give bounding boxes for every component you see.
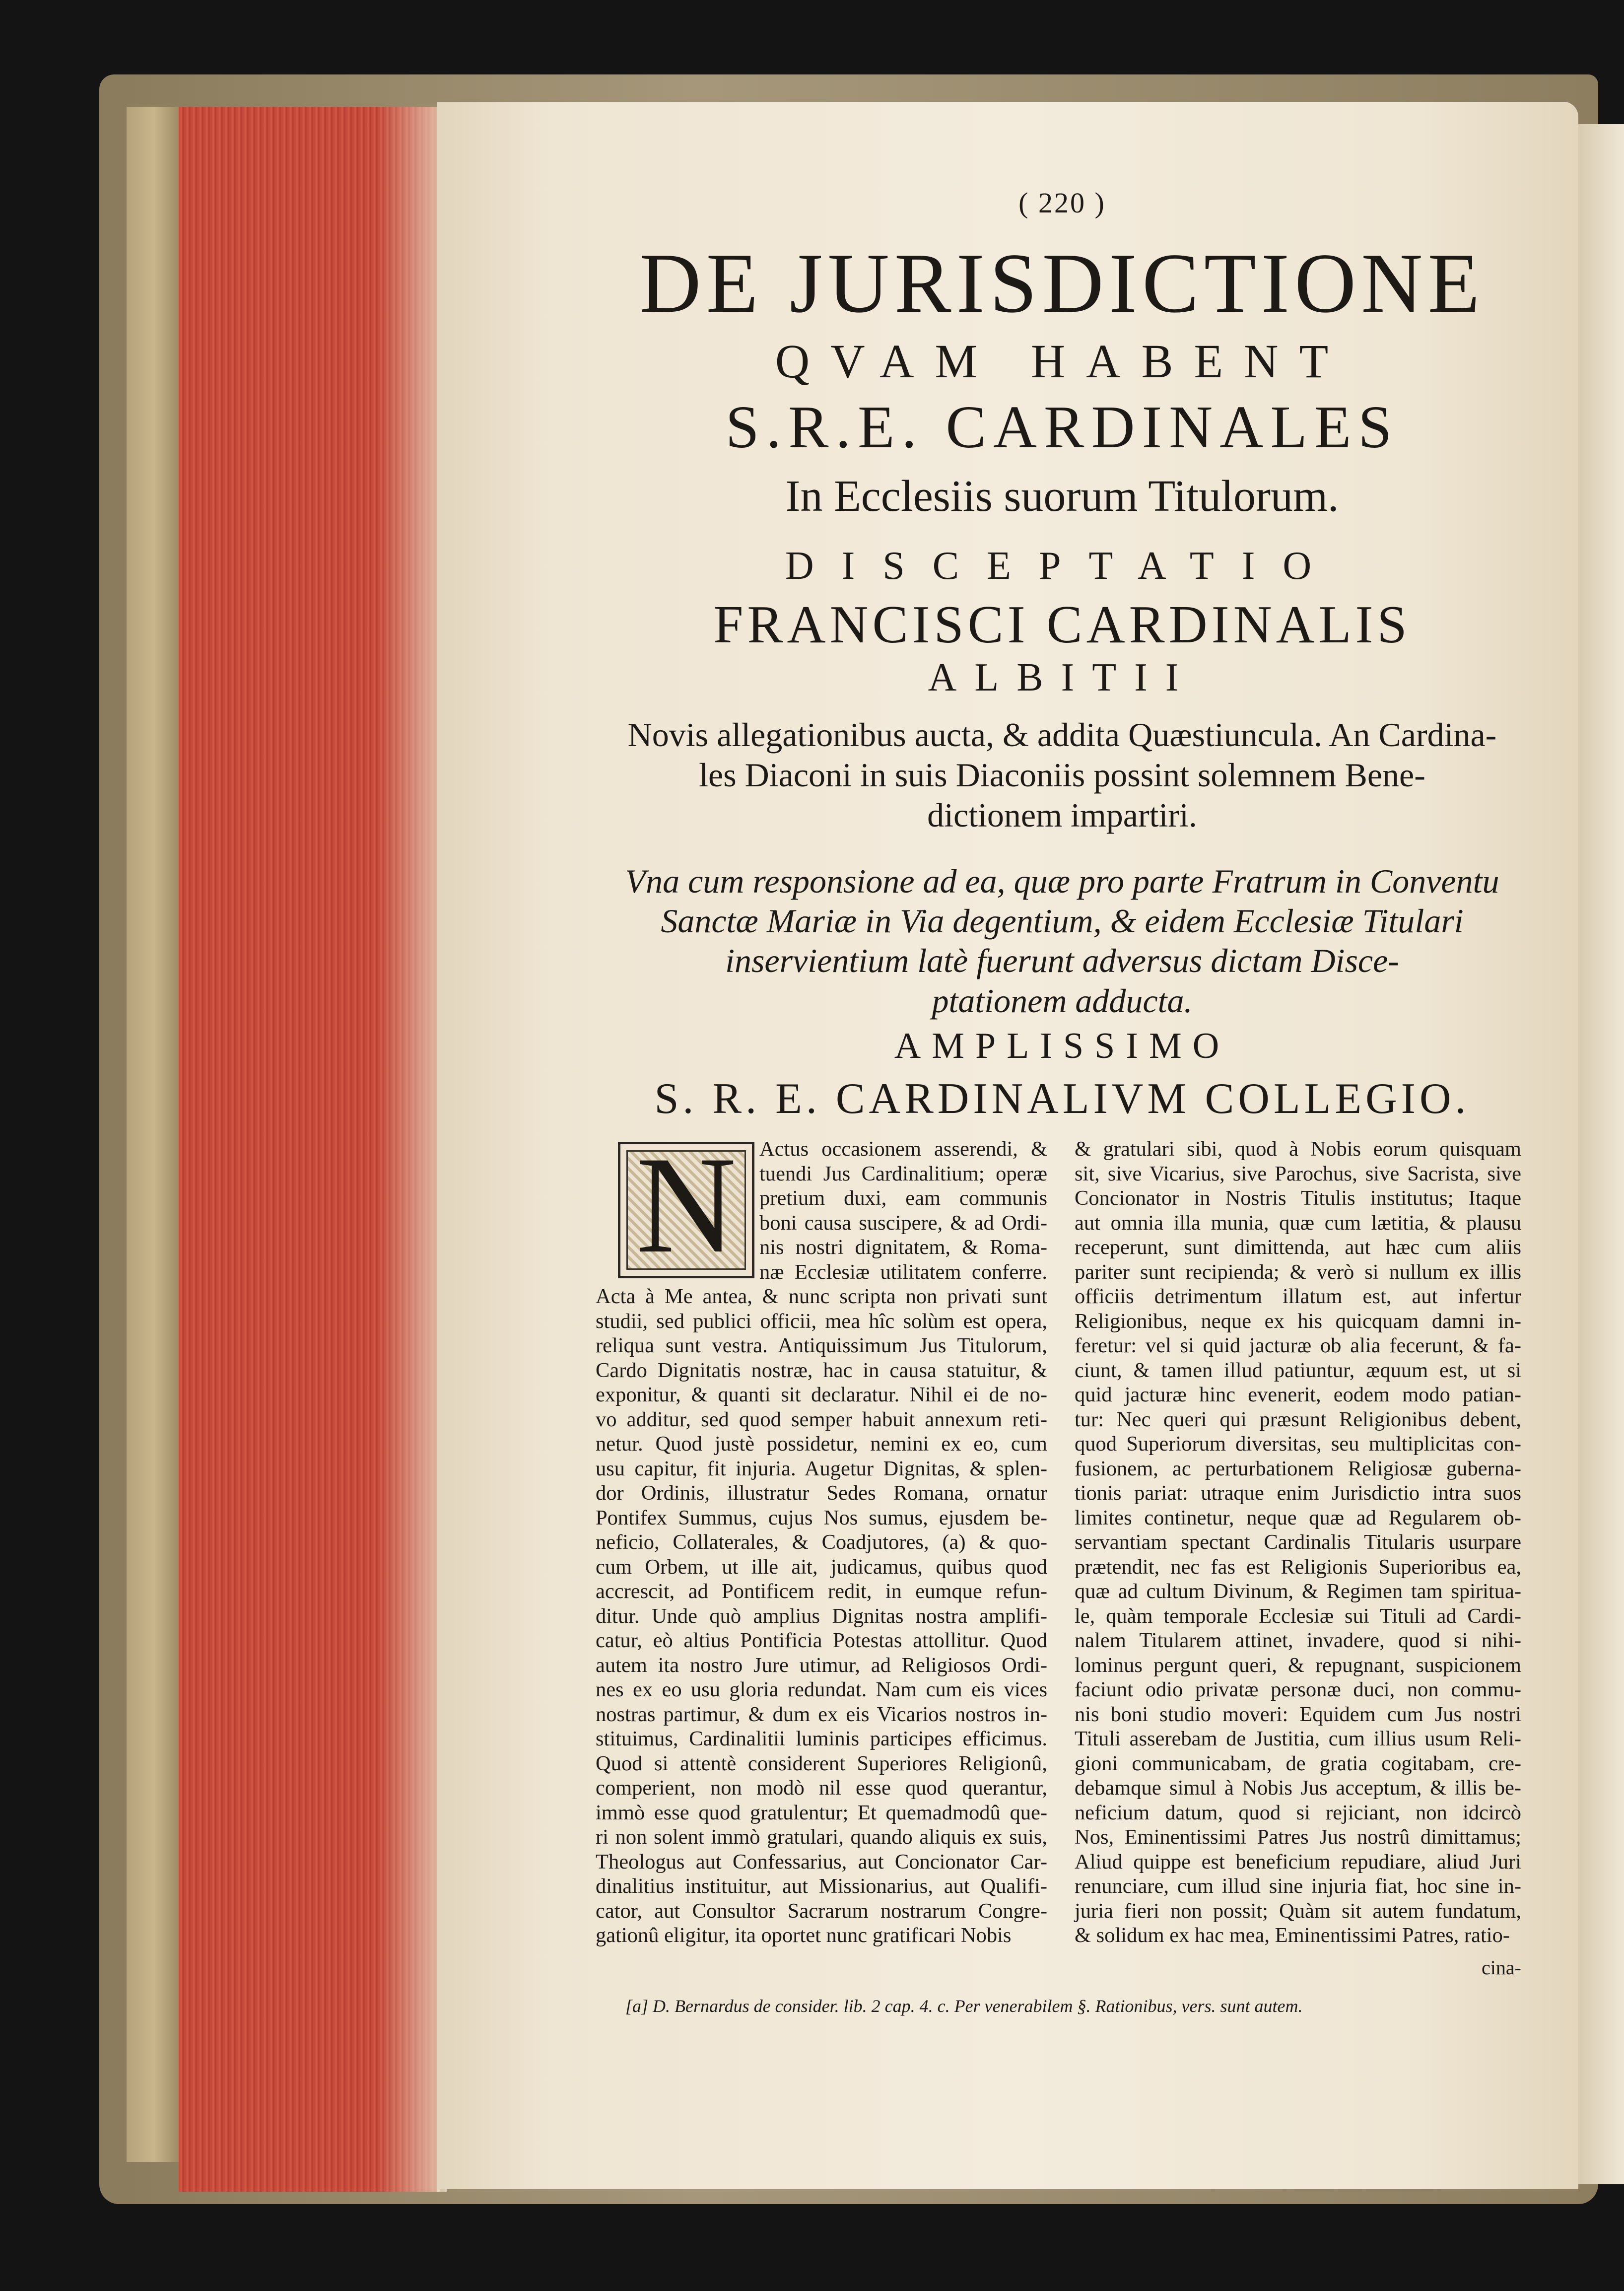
text-line: nostras partimur, & dum ex eis Vicarios nostros in- xyxy=(596,1702,1047,1726)
text-line: ditur. Unde quò amplius Dignitas nostra amplifi- xyxy=(596,1604,1047,1628)
text-line: Quod si attentè considerent Superiores Religionû, xyxy=(596,1751,1047,1775)
text-line: accrescit, ad Pontificem redit, in eumque refun- xyxy=(596,1580,1047,1603)
text-line: neficium datum, quod si rejiciant, non idcircò xyxy=(1075,1801,1521,1824)
subtitle-line: Novis allegationibus aucta, & addita Quæstiuncula. An Cardina- xyxy=(627,716,1497,754)
text-line: reliqua sunt vestra. Antiquissimum Jus Titulorum, xyxy=(596,1334,1047,1357)
text-line: neficio, Collaterales, & Coadjutores, (a) & quo- xyxy=(596,1530,1047,1554)
text-line: receperunt, sunt dimittenda, aut hæc cum aliis xyxy=(1075,1236,1521,1259)
text-column-right xyxy=(1075,1137,1521,1948)
text-line: comperient, non modò nil esse quod querantur, xyxy=(596,1776,1047,1800)
text-line: ri non solent immò gratulari, quando aliquis ex suis, xyxy=(596,1825,1047,1849)
facing-page-edge xyxy=(1578,124,1624,2184)
text-line: dor Ordinis, illustratur Sedes Romana, ornatur xyxy=(596,1481,1047,1505)
text-line: aut omnia illa munia, quæ cum lætitia, & plausu xyxy=(1075,1211,1521,1235)
text-line: nes ex eo usu gloria redundat. Nam cum eis vices xyxy=(596,1678,1047,1701)
text-line: Theologus aut Confessarius, aut Concionator Car- xyxy=(596,1850,1047,1874)
title-author-surname: ALBITII xyxy=(928,656,1197,699)
text-line: nalem Titularem attinet, invadere, quod si nihi- xyxy=(1075,1629,1521,1652)
text-line: tuendi Jus Cardinalitium; operæ xyxy=(759,1162,1047,1185)
text-line: debamque simul à Nobis Jus acceptum, & illis be- xyxy=(1075,1776,1521,1800)
dedication-line-1: AMPLISSIMO xyxy=(894,1026,1230,1066)
text-line: stituimus, Cardinalitii luminis participes efficimus. xyxy=(596,1727,1047,1750)
title-line-2: QVAM HABENT xyxy=(775,335,1350,388)
italic-note-line: inservientium latè fuerunt adversus dictam Disce- xyxy=(725,942,1399,980)
text-line: le, quàm temporale Ecclesiæ sui Tituli ad Cardi- xyxy=(1075,1604,1521,1628)
text-line: autem ita nostro Jure utimur, ad Religiosos Ordi- xyxy=(596,1653,1047,1677)
text-line: Acta à Me antea, & nunc scripta non privati sunt xyxy=(596,1285,1047,1308)
text-line: Tituli asserebam de Justitia, cum illius usum Reli- xyxy=(1075,1727,1521,1750)
title-disceptatio: DISCEPTATIO xyxy=(785,544,1340,588)
title-line-1: DE JURISDICTIONE xyxy=(639,236,1485,331)
text-line: Religionibus, neque ex his quicquam damni in- xyxy=(1075,1309,1521,1333)
italic-note-line: Vna cum responsione ad ea, quæ pro parte Fratrum in Conventu xyxy=(625,862,1499,900)
text-line: quæ ad cultum Divinum, & Regimen tam spiritua- xyxy=(1075,1580,1521,1603)
title-italic-note xyxy=(596,861,1529,1021)
text-line: servantiam spectant Cardinalis Titularis usurpare xyxy=(1075,1530,1521,1554)
text-line: Actus occasionem asserendi, & xyxy=(759,1137,1047,1161)
footnote: [a] D. Bernardus de consider. lib. 2 cap. 4. c. Per venerabilem §. Rationibus, vers. sunt autem. xyxy=(625,1996,1303,2016)
text-line: pariter sunt recipienda; & verò si nullum ex illis xyxy=(1075,1260,1521,1284)
text-line: boni causa suscipere, & ad Ordi- xyxy=(759,1211,1047,1235)
text-line: exponitur, & quanti sit declaratur. Nihil ei de no- xyxy=(596,1383,1047,1406)
text-line: catur, eò altius Pontificia Potestas attollitur. Quod xyxy=(596,1629,1047,1652)
text-line: Concionator in Nostris Titulis institutus; Itaque xyxy=(1075,1186,1521,1210)
text-line: Aliud quippe est beneficium repudiare, aliud Juri xyxy=(1075,1850,1521,1874)
catchword: cina- xyxy=(1482,1956,1521,1979)
dedication-line-2: S. R. E. CARDINALIVM COLLEGIO. xyxy=(654,1075,1470,1123)
text-line: tur: Nec queri qui præsunt Religionibus debent, xyxy=(1075,1407,1521,1431)
text-line: usu capitur, fit injuria. Augetur Dignitas, & splen- xyxy=(596,1457,1047,1480)
text-line: dinalitius instituitur, aut Missionarius, aut Qualifi- xyxy=(596,1874,1047,1898)
text-line: næ Ecclesiæ utilitatem conferre. xyxy=(759,1260,1047,1284)
text-line: tionis pariat: utraque enim Jurisdictio intra suos xyxy=(1075,1481,1521,1505)
text-line: vo additur, sed quod semper habuit annexum reti- xyxy=(596,1407,1047,1431)
text-line: renunciare, cum illud sine injuria fiat, hoc sine in- xyxy=(1075,1874,1521,1898)
text-line: Pontifex Summus, cujus Nos sumus, ejusdem be- xyxy=(596,1506,1047,1529)
text-column-left xyxy=(596,1137,1047,1948)
text-line: faciunt odio privatæ personæ duci, non commu- xyxy=(1075,1678,1521,1701)
text-line: & gratulari sibi, quod à Nobis eorum quisquam xyxy=(1075,1137,1521,1161)
text-line: gioni communicabam, de gratia cogitabam, cre- xyxy=(1075,1751,1521,1775)
italic-note-line: Sanctæ Mariæ in Via degentium, & eidem Ecclesiæ Titulari xyxy=(661,902,1464,940)
text-line: Cardo Dignitatis nostræ, hac in causa statuitur, & xyxy=(596,1358,1047,1382)
text-line: gationû eligitur, ita oportet nunc gratificari Nobis xyxy=(596,1924,1012,1947)
text-line: fusionem, ac perturbationem Religiosæ guberna- xyxy=(1075,1457,1521,1480)
text-line: cator, aut Consultor Sacrarum nostrarum Congre- xyxy=(596,1899,1047,1923)
text-line: juria fieri non possit; Quàm sit autem fundatum, xyxy=(1075,1899,1521,1923)
text-line: studii, sed publici officii, mea hîc solùm est opera, xyxy=(596,1309,1047,1333)
title-line-4: In Ecclesiis suorum Titulorum. xyxy=(785,472,1339,521)
italic-note-line: ptationem adducta. xyxy=(932,981,1193,1020)
page-edge-fade xyxy=(377,107,447,2192)
text-line: cum Orbem, ut ille ait, judicamus, quibus quod xyxy=(596,1555,1047,1579)
text-line: pretium duxi, eam communis xyxy=(759,1186,1047,1210)
text-line: quod Superiorum diversitas, seu multiplicitas con- xyxy=(1075,1432,1521,1456)
book-spine-edge xyxy=(127,107,181,2162)
subtitle-line: dictionem impartiri. xyxy=(927,796,1197,834)
text-line: ciunt, & tamen illud patiuntur, æquum est, ut si xyxy=(1075,1358,1521,1382)
text-line: nis boni studio moveri: Equidem cum Jus nostri xyxy=(1075,1702,1521,1726)
text-line: quid jacturæ hinc evenerit, eodem modo patian- xyxy=(1075,1383,1521,1406)
text-line: officiis detrimentum illatum est, aut infertur xyxy=(1075,1285,1521,1308)
title-line-3: S.R.E. CARDINALES xyxy=(725,394,1399,461)
text-line: limites continetur, neque quæ ad Regularem ob- xyxy=(1075,1506,1521,1529)
initial-letter: N xyxy=(636,1142,737,1278)
title-author: FRANCISCI CARDINALIS xyxy=(713,595,1411,654)
text-line: lominus pergunt queri, & repugnant, suspicionem xyxy=(1075,1653,1521,1677)
page-number: ( 220 ) xyxy=(1018,187,1106,219)
text-line: sit, sive Vicarius, sive Parochus, sive Sacrista, sive xyxy=(1075,1162,1521,1185)
text-line: nis nostri dignitatem, & Roma- xyxy=(759,1236,1047,1259)
text-line: & solidum ex hac mea, Eminentissimi Patres, ratio- xyxy=(1075,1924,1510,1947)
text-line: feretur: vel si quid jacturæ ob alia fecerunt, & fa- xyxy=(1075,1334,1521,1357)
text-line: prætendit, nec fas est Religionis Superioribus ea, xyxy=(1075,1555,1521,1579)
title-subtitle xyxy=(596,715,1529,835)
subtitle-line: les Diaconi in suis Diaconiis possint solemnem Bene- xyxy=(699,756,1425,794)
text-line: netur. Quod justè possidetur, nemini ex eo, cum xyxy=(596,1432,1047,1456)
text-line: Nos, Eminentissimi Patres Jus nostrû dimittamus; xyxy=(1075,1825,1521,1849)
text-line: immò esse quod gratulentur; Et quemadmodû que- xyxy=(596,1801,1047,1824)
